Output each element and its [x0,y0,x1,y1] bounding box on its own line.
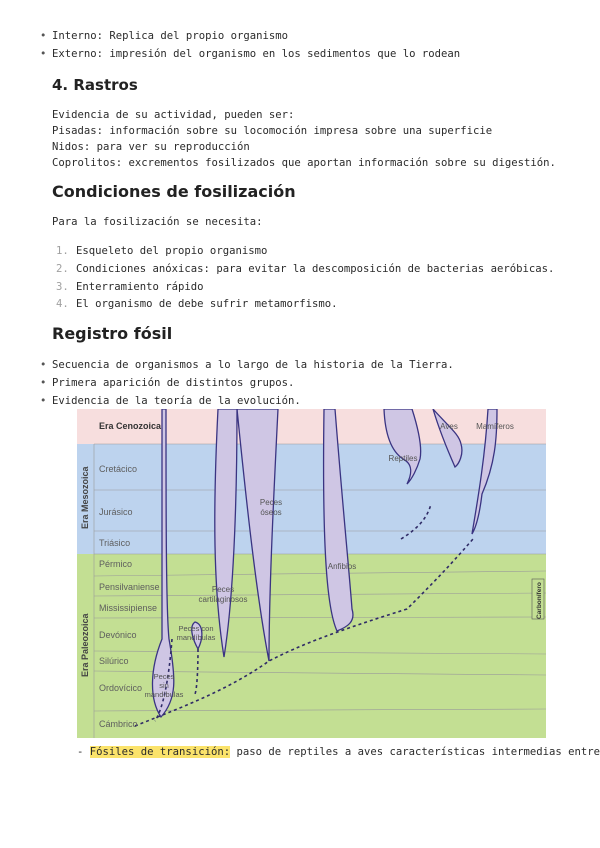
group-label-anfibios: Anfibios [327,562,357,571]
group-label-peces-oseos: óseos [260,508,282,517]
period-label: Pérmico [99,559,133,569]
group-label-aves: Aves [440,422,458,431]
era-label-paleozoica: Era Paleozoica [80,613,90,677]
period-label: Mississipiense [99,603,158,613]
section-heading-rastros: 4. Rastros [52,76,138,94]
item-text: Enterramiento rápido [76,281,204,293]
period-label: Cretácico [99,464,138,474]
paragraph-line: Nidos: para ver su reproducción [52,141,250,153]
footnote-dash: - [77,746,90,758]
group-label-peces-sin-mandibulas: Peces [153,672,175,681]
era-label-cenozoica: Era Cenozoica [99,421,162,431]
list-item: • Primera aparición de distintos grupos. [52,376,294,390]
item-number: 4. [56,298,69,310]
mesozoic-band [77,444,546,554]
item-number: 2. [56,263,69,275]
item-number: 3. [56,281,69,293]
group-label-peces-con-mandibulas: Peces con [178,624,214,633]
highlighted-term: Fósiles de transición: [89,746,231,758]
list-item: • Interno: Replica del propio organismo [52,29,288,43]
section-heading-registro: Registro fósil [52,324,173,343]
paragraph-line: Coprolitos: excrementos fosilizados que aportan información sobre su digestión. [52,157,556,169]
item-text: El organismo de debe sufrir metamorfismo. [76,298,338,310]
group-label-peces-sin-mandibulas: sin [159,681,169,690]
group-label-reptiles: Reptiles [388,454,418,463]
list-item: • Externo: impresión del organismo en los sedimentos que lo rodean [52,47,460,61]
item-number: 1. [56,245,69,257]
footnote-text: paso de reptiles a aves características intermedias entre [230,746,600,758]
item-text: Condiciones anóxicas: para evitar la descomposición de bacterias aeróbicas. [76,263,555,275]
item-text: Esqueleto del propio organismo [76,245,268,257]
fossil-record-diagram [77,409,546,738]
period-label: Silúrico [99,656,129,666]
era-label-mesozoica: Era Mesozoica [80,466,90,529]
paragraph-line: Evidencia de su actividad, pueden ser: [52,109,295,121]
period-label: Devónico [99,630,137,640]
paragraph-line: Para la fosilización se necesita: [52,216,263,228]
period-label: Jurásico [99,507,133,517]
paragraph-line: Pisadas: información sobre su locomoción impresa sobre una superficie [52,125,493,137]
period-label: Ordovícico [99,683,143,693]
group-label-peces-cartilaginosos: Peces [211,585,235,594]
footnote-line [77,745,600,759]
section-heading-condiciones: Condiciones de fosilización [52,182,296,201]
period-label: Triásico [99,538,131,548]
carbonifero-label: Carbonífero [536,582,543,619]
list-item: • Evidencia de la teoría de la evolución. [52,394,301,408]
group-label-peces-con-mandibulas: mandíbulas [176,633,216,642]
period-label: Pensilvaniense [99,582,160,592]
list-item: • Secuencia de organismos a lo largo de la historia de la Tierra. [52,358,454,372]
period-label: Cámbrico [99,719,138,729]
group-label-peces-cartilaginosos: cartilaginosos [198,595,248,604]
group-label-mamiferos: Mamíferos [476,422,514,431]
group-label-peces-oseos: Peces [259,498,283,507]
group-label-peces-sin-mandibulas: mandíbulas [144,690,184,699]
